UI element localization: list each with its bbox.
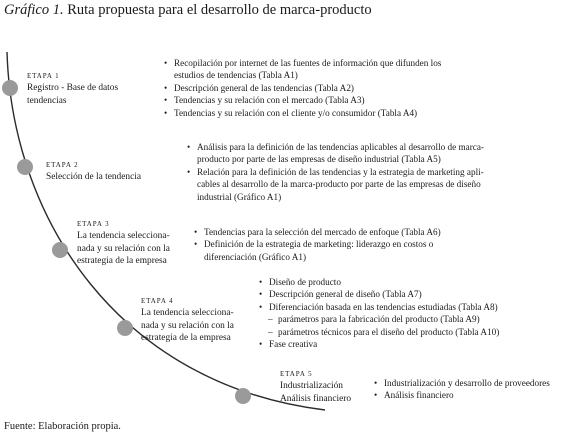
stage-2-item: • Análisis para la definición de las tendencias aplicables al desarrollo de marca- producto por parte de las empresas de diseño industrial (Tabla A5): [187, 141, 484, 166]
stage-5: [280, 369, 351, 405]
stage-4-node: [117, 320, 133, 336]
stage-3-item: • Definición de la estrategia de marketing: liderazgo en costos o diferenciación (Gráfico A1): [194, 238, 441, 263]
stage-1-label: ETAPA 1: [27, 72, 60, 80]
stage-3-label: ETAPA 3: [77, 220, 110, 228]
stage-3: [77, 219, 170, 268]
stage-2-node: [17, 159, 33, 175]
stage-4: [141, 296, 234, 345]
stage-1-node: [2, 80, 18, 96]
stage-2: [46, 160, 141, 184]
stage-1-item: • Recopilación por internet de las fuentes de información que difunden los estudios de tendencias (Tabla A1): [164, 57, 441, 82]
stage-4-subitem: – parámetros para la fabricación del producto (Tabla A9): [259, 313, 499, 325]
stage-3-name: La tendencia selecciona- nada y su relación con la estrategia de la empresa: [77, 231, 170, 267]
stage-4-name: La tendencia selecciona- nada y su relación con la estrategia de la empresa: [141, 308, 234, 344]
stage-5-node: [235, 388, 251, 404]
figure-label: Gráfico 1.: [4, 2, 64, 18]
stage-3-node: [52, 242, 68, 258]
stage-4-item: • Descripción general de diseño (Tabla A7): [259, 288, 499, 300]
stage-3-item: • Tendencias para la selección del mercado de enfoque (Tabla A6): [194, 226, 441, 238]
stage-5-label: ETAPA 5: [280, 370, 313, 378]
stage-1-item: • Descripción general de las tendencias (Tabla A2): [164, 82, 441, 94]
stage-4-items: [259, 276, 499, 350]
figure-source: Fuente: Elaboración propia.: [4, 421, 121, 432]
figure-title-text: Ruta propuesta para el desarrollo de marca-producto: [67, 2, 372, 18]
stage-1-items: [164, 57, 441, 119]
stage-3-items: [194, 226, 441, 263]
stage-1: [27, 71, 118, 107]
stage-1-item: • Tendencias y su relación con el mercado (Tabla A3): [164, 94, 441, 106]
stage-5-items: [374, 377, 550, 402]
stage-1-name: Registro - Base de datos tendencias: [27, 83, 119, 106]
stage-4-item: • Diseño de producto: [259, 276, 499, 288]
stage-2-name: Selección de la tendencia: [46, 172, 142, 182]
stage-1-item: • Tendencias y su relación con el cliente y/o consumidor (Tabla A4): [164, 107, 441, 119]
stage-5-name: Industrialización Análisis financiero: [280, 381, 352, 404]
stage-5-item: • Industrialización y desarrollo de proveedores: [374, 377, 550, 389]
stage-4-item: • Diferenciación basada en las tendencias estudiadas (Tabla A8): [259, 301, 499, 313]
stage-4-subitem: – parámetros técnicos para el diseño del producto (Tabla A10): [259, 326, 499, 338]
stage-5-item: • Análisis financiero: [374, 389, 550, 401]
stage-2-items: [187, 141, 484, 203]
stage-2-item: • Relación para la definición de las tendencias y la estrategia de marketing apli- cables al desarrollo de la marca-producto por parte de las empresas de diseño industrial (Gráfico A1): [187, 166, 484, 203]
stage-4-label: ETAPA 4: [141, 297, 174, 305]
stage-2-label: ETAPA 2: [46, 161, 79, 169]
stage-4-item: • Fase creativa: [259, 338, 499, 350]
